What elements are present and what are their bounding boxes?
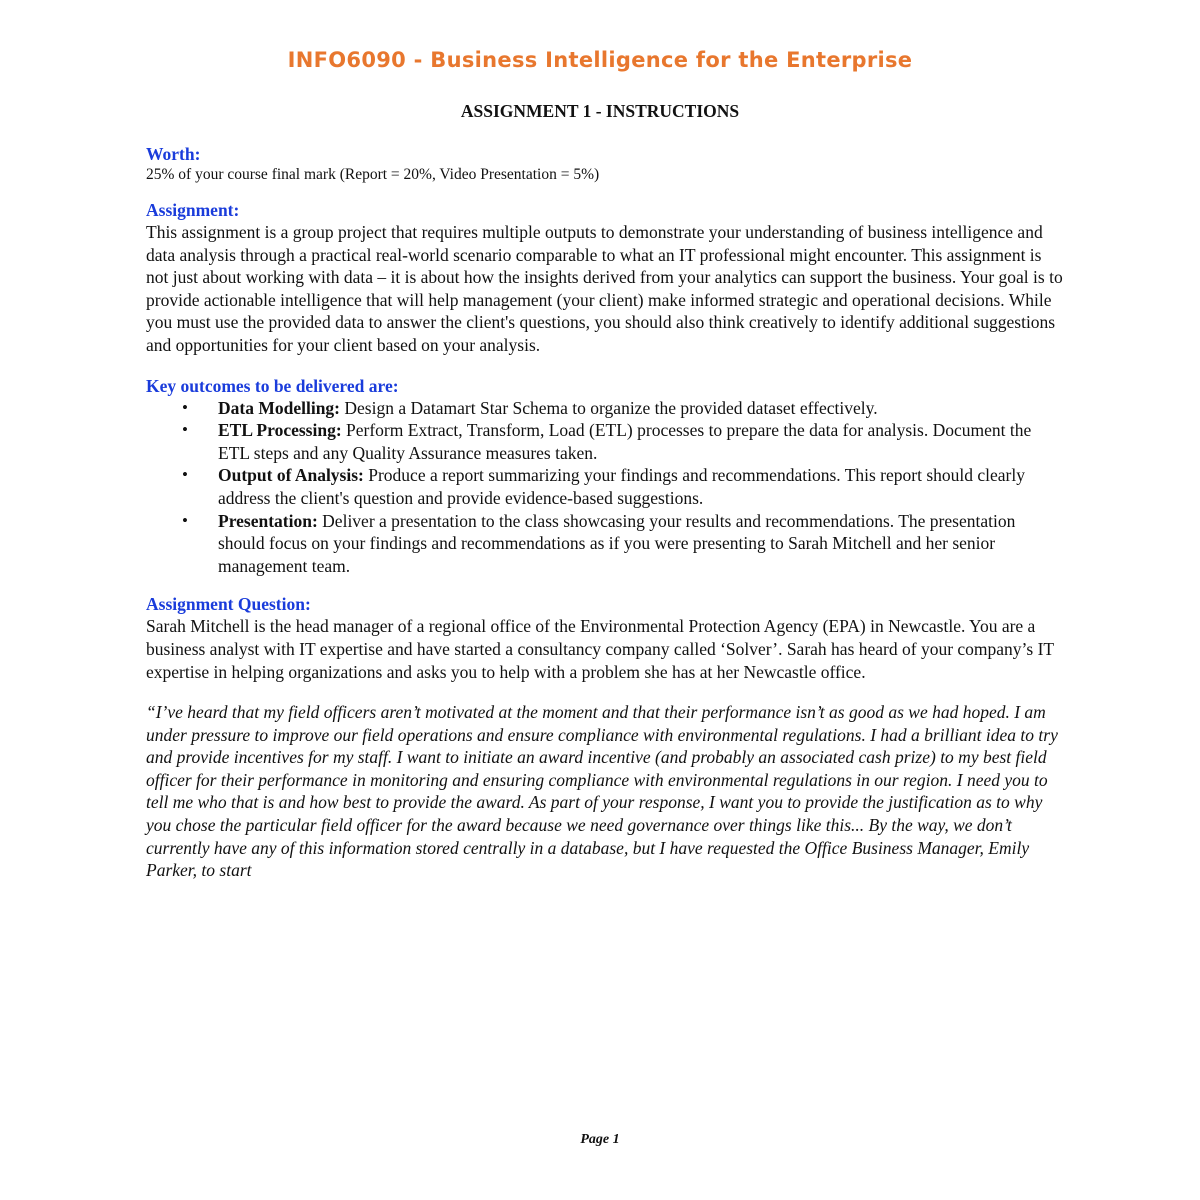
outcome-label: Presentation: bbox=[218, 510, 318, 531]
outcome-text: Deliver a presentation to the class showcasing your results and recommendations. The presentation should focus on your findings and recommendations as if you were presenting to Sarah Mitchell and her senior management team. bbox=[218, 510, 1016, 576]
outcome-text: Perform Extract, Transform, Load (ETL) processes to prepare the data for analysis. Document the ETL steps and any Quality Assurance measures taken. bbox=[218, 420, 1032, 463]
worth-heading: Worth: bbox=[146, 144, 201, 164]
document-subtitle: ASSIGNMENT 1 - INSTRUCTIONS bbox=[460, 101, 740, 121]
list-item bbox=[146, 464, 1066, 509]
outcome-label: ETL Processing: bbox=[218, 420, 342, 441]
question-heading: Assignment Question: bbox=[146, 594, 311, 615]
list-item bbox=[146, 510, 1066, 578]
assignment-text: This assignment is a group project that requires multiple outputs to demonstrate your understanding of business intelligence and data analysis through a practical real-world scenario comparable to what an IT professional might encounter. This assignment is not just about working with data – it is about how the insights derived from your analytics can support the business. Your goal is to provide actionable intelligence that will help management (your client) make informed strategic and operational decisions. While you must use the provided data to answer the client's questions, you should also think creatively to identify additional suggestions and opportunities for your client based on your analysis. bbox=[146, 222, 1063, 355]
page-number: Page 1 bbox=[580, 1132, 620, 1147]
outcome-text: Design a Datamart Star Schema to organize the provided dataset effectively. bbox=[340, 397, 878, 418]
outcomes-list bbox=[146, 397, 1066, 578]
bullet-icon: • bbox=[182, 420, 188, 440]
outcome-label: Output of Analysis: bbox=[218, 465, 364, 486]
bullet-icon: • bbox=[182, 397, 188, 417]
worth-section bbox=[146, 143, 1066, 185]
list-item bbox=[146, 397, 1066, 420]
outcome-text: Produce a report summarizing your findings and recommendations. This report should clearly address the client's question and provide evidence-based suggestions. bbox=[218, 465, 1025, 508]
outcomes-section bbox=[146, 375, 1066, 578]
document-body bbox=[146, 143, 1066, 882]
worth-text: 25% of your course final mark (Report = 20%, Video Presentation = 5%) bbox=[146, 166, 600, 183]
client-quote: “I’ve heard that my field officers aren’t motivated at the moment and that their performance isn’t as good as we had hoped. I am under pressure to improve our field operations and ensure compliance with environmental regulations. I had a brilliant idea to try and provide incentives for my staff. I want to initiate an award incentive (and probably an associated cash prize) to my best field officer for their performance in monitoring and ensuring compliance with environmental regulations in our region. I need you to tell me who that is and how best to provide the award. As part of your response, I want you to provide the justification as to why you chose the particular field officer for the award because we need governance over things like this... By the way, we don’t currently have any of this information stored centrally in a database, but I have requested the Office Business Manager, Emily Parker, to start bbox=[146, 702, 1058, 881]
assignment-section bbox=[146, 199, 1066, 357]
outcomes-heading: Key outcomes to be delivered are: bbox=[146, 375, 399, 396]
question-section bbox=[146, 593, 1066, 882]
bullet-icon: • bbox=[182, 510, 188, 530]
bullet-icon: • bbox=[182, 465, 188, 485]
outcome-label: Data Modelling: bbox=[218, 397, 341, 418]
assignment-heading: Assignment: bbox=[146, 200, 240, 220]
document-title: INFO6090 - Business Intelligence for the Enterprise bbox=[287, 48, 913, 72]
list-item bbox=[146, 419, 1066, 464]
question-text: Sarah Mitchell is the head manager of a regional office of the Environmental Protection Agency (EPA) in Newcastle. You are a business analyst with IT expertise and have started a consultancy company called ‘Solver’. Sarah has heard of your company’s IT expertise in helping organizations and asks you to help with a problem she has at her Newcastle office. bbox=[146, 616, 1054, 682]
